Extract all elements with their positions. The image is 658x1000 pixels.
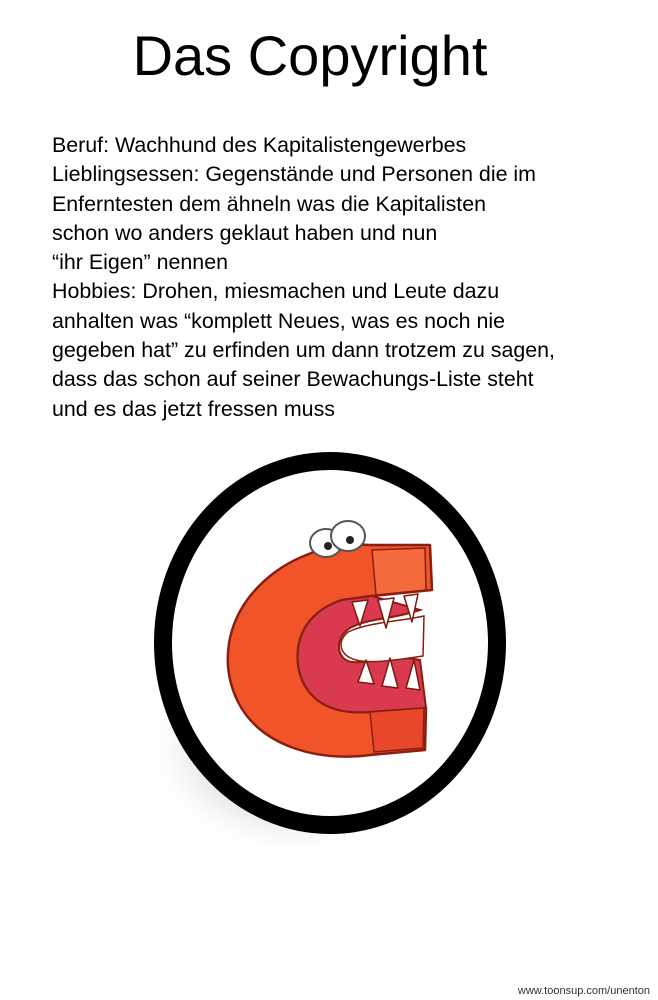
profile-line: und es das jetzt fressen muss [52, 396, 335, 421]
profile-line: anhalten was “komplett Neues, was es noch nie [52, 308, 506, 333]
profile-line: dass das schon auf seiner Bewachungs-Liste steht [52, 367, 534, 392]
profile-line: schon wo anders geklaut haben und nun [52, 220, 438, 245]
page-title: Das Copyright [132, 24, 488, 87]
profile-line: Beruf: Wachhund des Kapitalistengewerbes [52, 133, 467, 157]
copyright-monster-icon [120, 450, 560, 860]
profile-line: Hobbies: Drohen, miesmachen und Leute dazu [52, 279, 500, 304]
profile-line: “ihr Eigen” nennen [52, 250, 228, 275]
profile-line: Enferntesten dem ähneln was die Kapitalisten [52, 191, 487, 216]
profile-line: gegeben hat” zu erfinden um dann trotzem zu sagen, [52, 338, 556, 363]
profile-text [52, 131, 652, 424]
profile-line: Lieblingsessen: Gegenstände und Personen die im [52, 162, 536, 187]
source-url: www.toonsup.com/unenton [517, 985, 650, 997]
